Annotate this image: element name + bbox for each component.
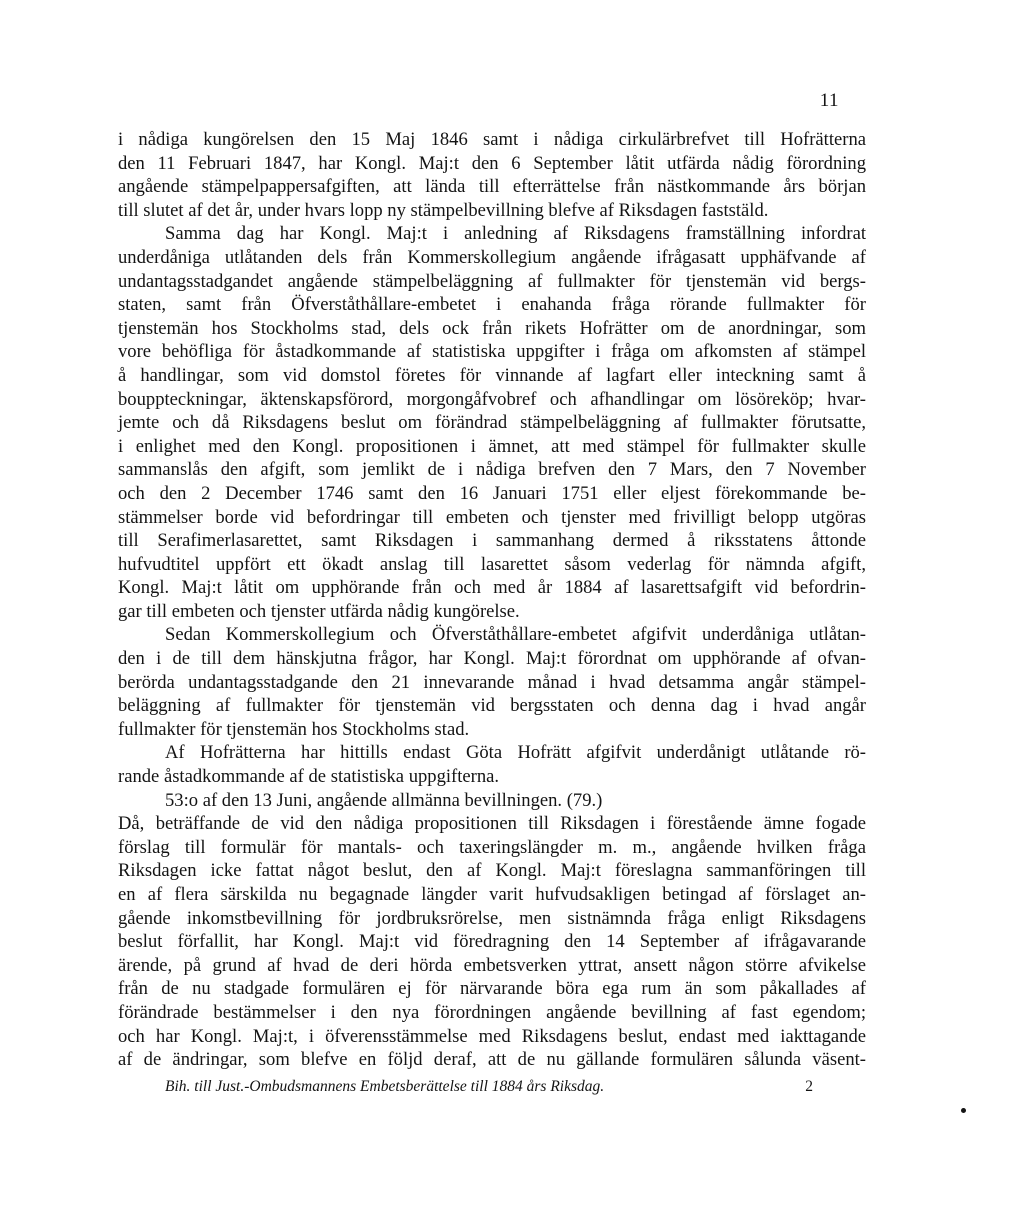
text-line: tjenstemän hos Stockholms stad, dels ock från rikets Hofrätter om de anordningar, som	[118, 317, 866, 339]
text-line: underdåniga utlåtanden dels från Kommerskollegium angående ifrågasatt upphäfvande af	[118, 246, 866, 268]
footer-caption: Bih. till Just.-Ombudsmannens Embetsberättelse till 1884 års Riksdag.	[165, 1078, 605, 1095]
page-number: 11	[819, 90, 839, 111]
text-line: bouppteckningar, äktenskapsförord, morgongåfvobref och afhandlingar om lösöreköp; hvar-	[118, 388, 866, 410]
text-line: i nådiga kungörelsen den 15 Maj 1846 samt i nådiga cirkulärbrefvet till Hofrätterna	[118, 129, 866, 150]
ink-speck	[961, 1108, 966, 1113]
text-line: i enlighet med den Kongl. propositionen i ämnet, att med stämpel för fullmakter skulle	[118, 435, 866, 457]
text-line: förslag till formulär för mantals- och taxeringslängder m. m., angående hvilken fråga	[118, 836, 866, 858]
text-line: af de ändringar, som blefve en följd deraf, att de nu gällande formulären sålunda väsent-	[118, 1049, 866, 1071]
text-line: till slutet af det år, under hvars lopp ny stämpelbevillning blefve af Riksdagen faststäld.	[118, 199, 769, 221]
text-line: undantagsstadgandet angående stämpelbeläggning af fullmakter för tjenstemän vid bergs-	[118, 270, 866, 292]
text-line: rande åstadkommande af de statistiska uppgifterna.	[118, 766, 500, 788]
text-line: Kongl. Maj:t låtit om upphörande från och med år 1884 af lasarettsafgift vid befordrin-	[118, 577, 866, 599]
text-line: från de nu stadgade formulären ej för närvarande böra ega rum än som påkallades af	[118, 978, 866, 1000]
text-line: Sedan Kommerskollegium och Öfverståthållare-embetet afgifvit underdåniga utlåtan-	[165, 624, 866, 646]
text-line: ärende, på grund af hvad de deri hörda embetsverken yttrat, ansett någon större afvikelse	[118, 954, 866, 976]
text-line: stämmelser borde vid befordringar till embeten och tjenster med frivilligt belopp utgöras	[118, 506, 866, 528]
text-line: fullmakter för tjenstemän hos Stockholms stad.	[118, 718, 470, 740]
text-line: den 11 Februari 1847, har Kongl. Maj:t den 6 September låtit utfärda nådig förordning	[118, 152, 866, 174]
sheet-number: 2	[805, 1078, 813, 1095]
text-line: beläggning af fullmakter för tjenstemän vid bergsstaten och denna dag i hvad angår	[118, 695, 866, 717]
text-line: förändrade bestämmelser i den nya förordningen angående bevillning af fast egendom;	[118, 1001, 866, 1023]
text-line: gar till embeten och tjenster utfärda nådig kungörelse.	[118, 600, 520, 622]
text-line: och den 2 December 1746 samt den 16 Januari 1751 eller eljest förekommande be-	[118, 482, 866, 504]
text-line: och har Kongl. Maj:t, i öfverensstämmelse med Riksdagens beslut, endast med iakttagande	[118, 1025, 866, 1047]
text-line: vore behöfliga för åstadkommande af statistiska uppgifter i fråga om afkomsten af stämpel	[118, 341, 866, 363]
text-line: Riksdagen icke fattat något beslut, den af Kongl. Maj:t föreslagna sammanföringen till	[118, 860, 866, 882]
text-line: en af flera särskilda nu begagnade längder varit hufvudsakligen betingad af förslaget an-	[118, 884, 866, 905]
text-line: 53:o af den 13 Juni, angående allmänna bevillningen. (79.)	[165, 789, 603, 811]
text-line: berörda undantagsstadgande den 21 innevarande månad i hvad detsamma angår stämpel-	[118, 671, 866, 693]
text-line: Af Hofrätterna har hittills endast Göta Hofrätt afgifvit underdånigt utlåtande rö-	[165, 742, 866, 764]
text-line: till Serafimerlasarettet, samt Riksdagen i sammanhang dermed å riksstatens åttonde	[118, 530, 866, 552]
text-line: gående inkomstbevillning för jordbruksrörelse, men sistnämnda fråga enligt Riksdagens	[118, 907, 866, 929]
text-line: Då, beträffande de vid den nådiga propositionen till Riksdagen i förestående ämne fogade	[118, 813, 866, 835]
text-line: angående stämpelpappersafgiften, att lända till efterrättelse från nästkommande års början	[118, 176, 866, 198]
page-footer	[165, 1078, 813, 1096]
text-line: jemte och då Riksdagens beslut om förändrad stämpelbeläggning af fullmakter förutsatte,	[118, 412, 866, 434]
text-line: å handlingar, som vid domstol företes för vinnande af lagfart eller inteckning samt å	[118, 364, 866, 386]
text-line: hufvudtitel uppfört ett ökadt anslag till lasarettet såsom vederlag för nämnda afgift,	[118, 553, 866, 575]
text-line: Samma dag har Kongl. Maj:t i anledning af Riksdagens framställning infordrat	[165, 223, 866, 245]
document-body	[118, 128, 866, 1072]
text-line: staten, samt från Öfverståthållare-embetet i enahanda fråga rörande fullmakter för	[118, 294, 866, 316]
text-line: den i de till dem hänskjutna frågor, har Kongl. Maj:t förordnat om upphörande af ofvan-	[118, 648, 866, 670]
text-line: beslut förfallit, har Kongl. Maj:t vid föredragning den 14 September af ifrågavarande	[118, 931, 866, 953]
text-line: sammanslås den afgift, som jemlikt de i nådiga brefven den 7 Mars, den 7 November	[118, 459, 866, 481]
